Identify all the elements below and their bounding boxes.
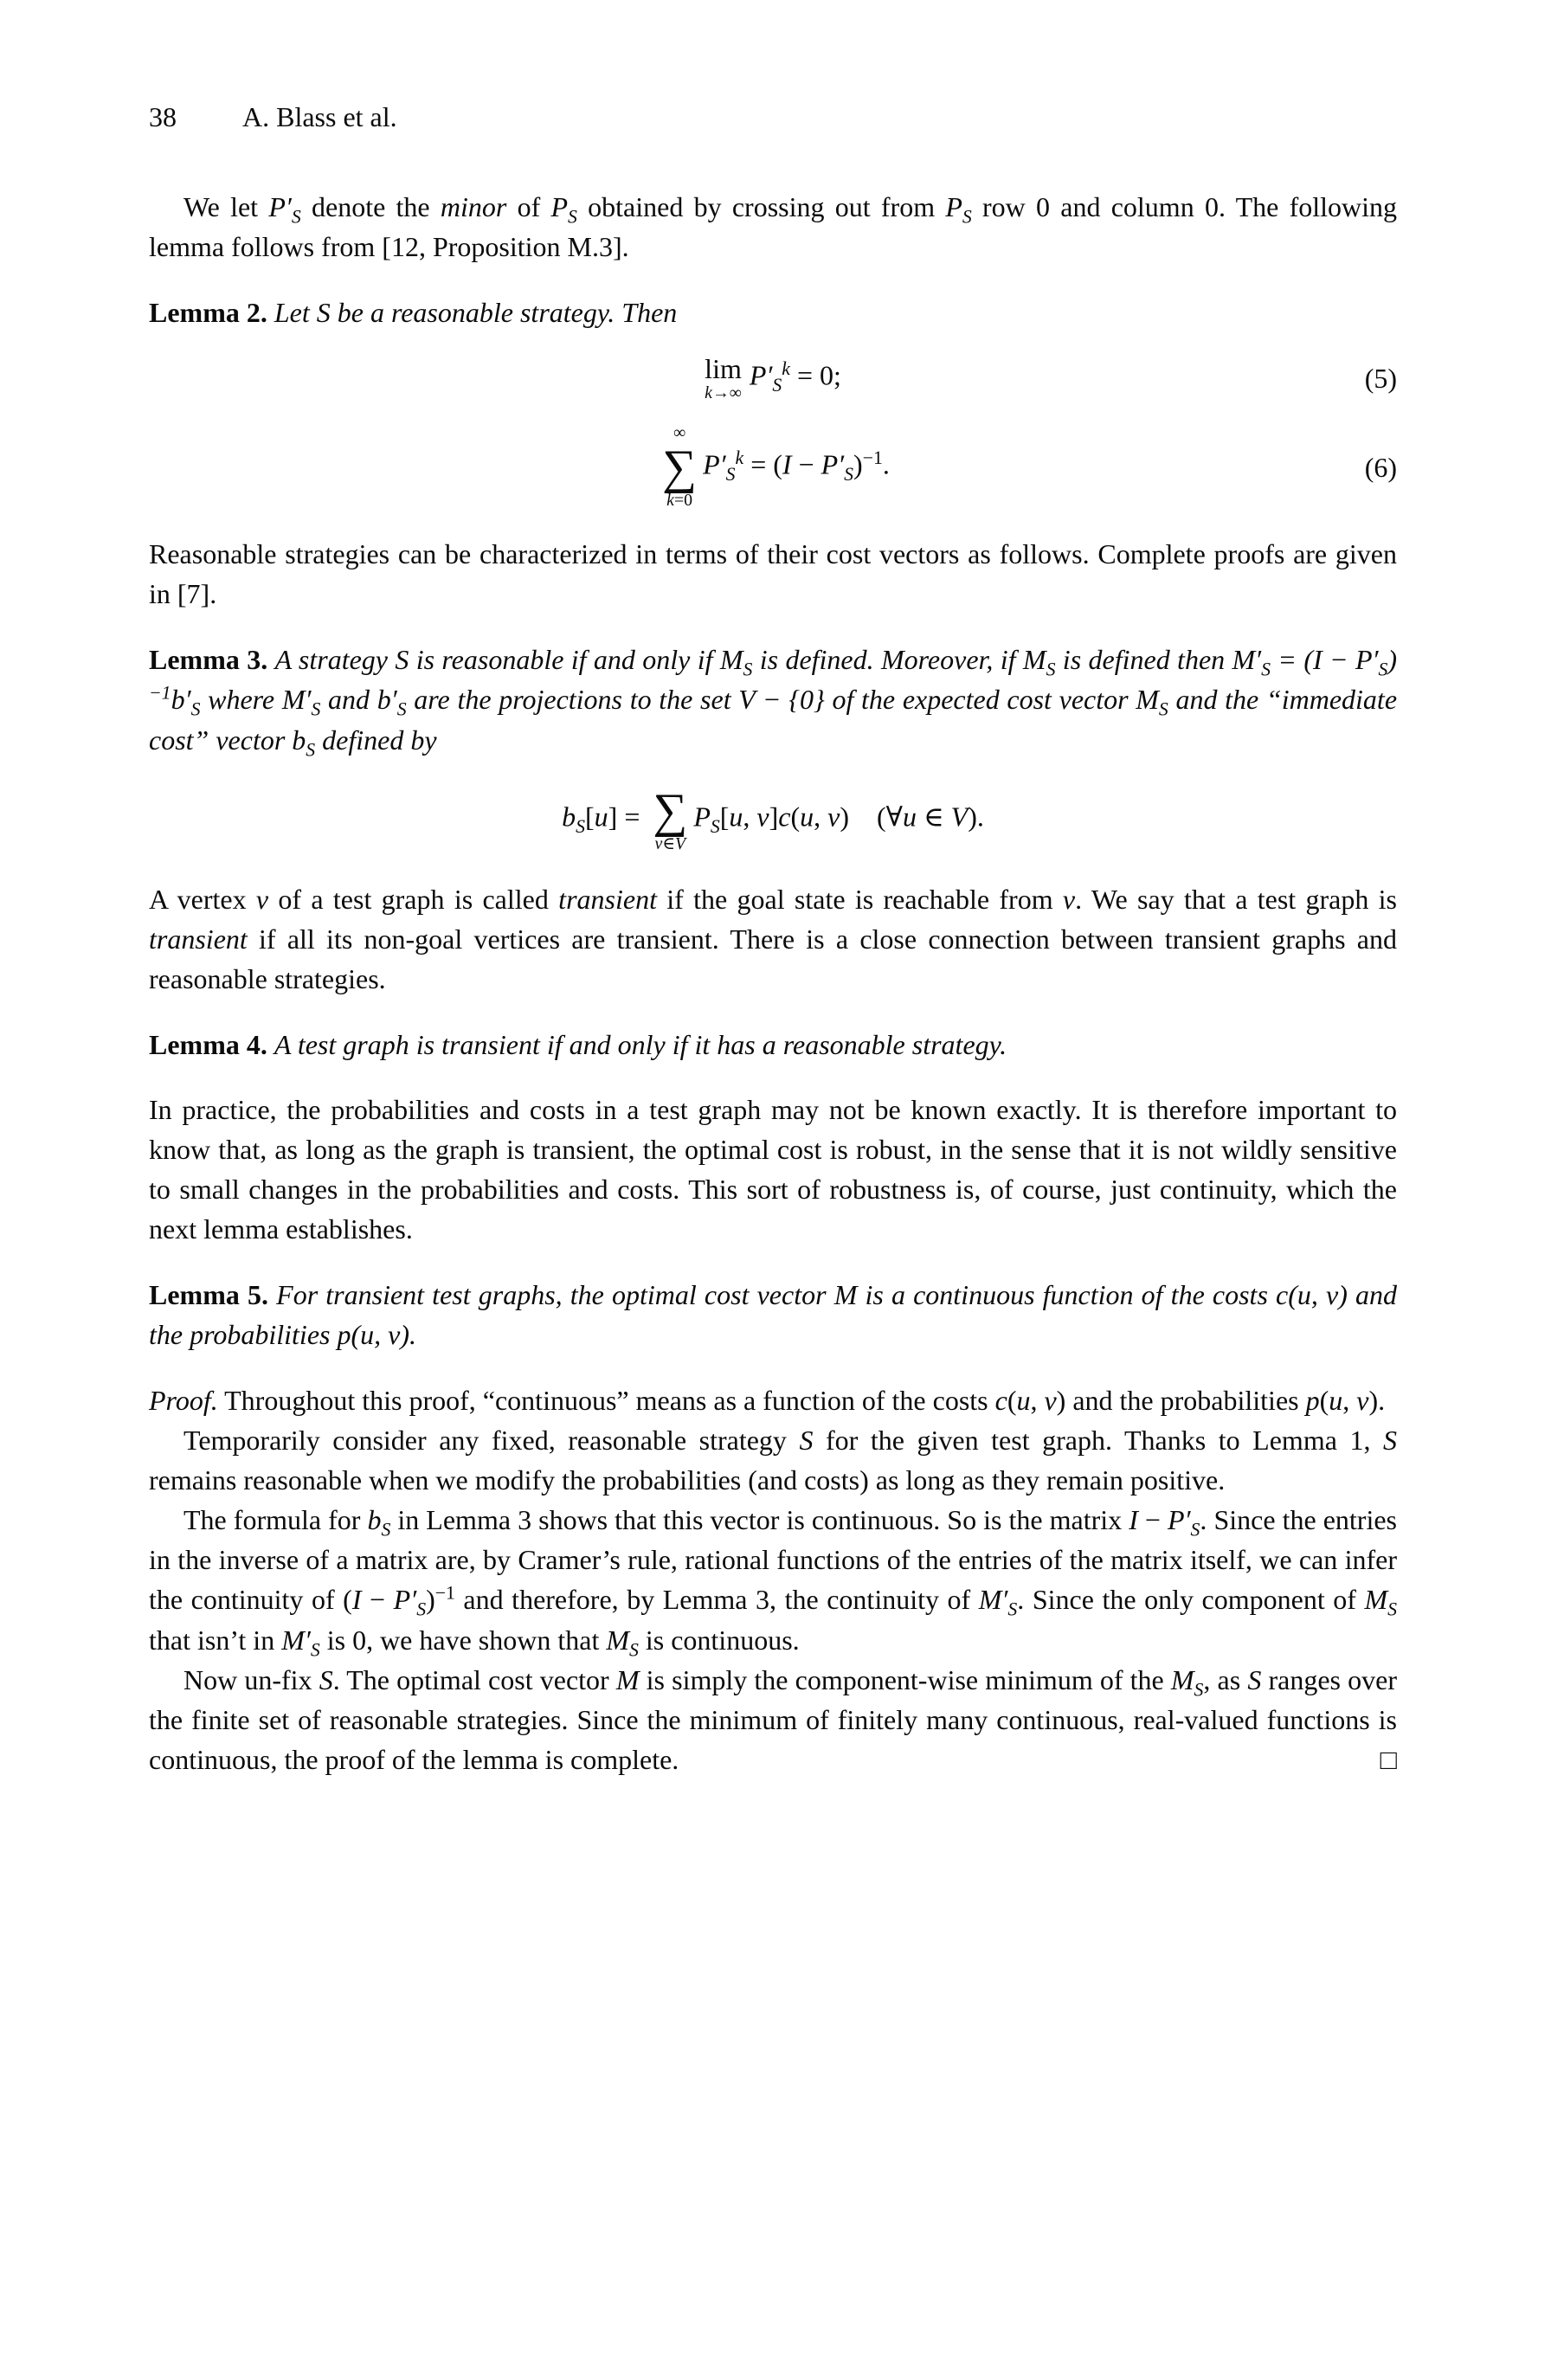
equation-5 xyxy=(149,355,1397,402)
lemma-3 xyxy=(149,640,1397,759)
lemma-2-text: Let S be a reasonable strategy. Then xyxy=(274,297,678,329)
running-title: A. Blass et al. xyxy=(242,101,397,132)
proof-paragraph-4: Now un-fix S. The optimal cost vector M is simply the component-wise minimum of the $M_S$, as S ranges over the finite set of reasonable strategies. Since the minimum of finitely many continuous, real-valued functions is continuous, the proof of the lemma is complete. □ xyxy=(149,1663,1398,1775)
lemma-2 xyxy=(149,293,1397,332)
equation-6-math: ∞ ∑ k=0 $P'_S^k = (I - P'_S)^{-1}$. xyxy=(662,422,890,511)
proof-paragraph-1: Proof. Throughout this proof, “continuous” means as a function of the costs c(u, v) and the probabilities p(u, v). xyxy=(149,1385,1386,1417)
lemma-2-label: Lemma 2. xyxy=(149,297,267,329)
equation-5-math: lim k→∞ $P'_S^k = 0$; xyxy=(705,353,841,402)
paragraph-practice: In practice, the probabilities and costs in a test graph may not be known exactly. It is therefore important to know that, as long as the graph is transient, the optimal cost is robust, in the sense that it is not wildly sensitive to small changes in the probabilities and costs. This sort of robustness is, of course, just continuity, which the next lemma establishes. xyxy=(149,1093,1397,1245)
lemma-3-text: A strategy S is reasonable if and only if $M_S$ is defined. Moreover, if $M_S$ is defined then $M'_S = (I - P'_S)^{-1}b'_S$ where $M'_S$ and $b'_S$ are the projections to the set V − {0} of the expected cost vector $M_S$ and the “immediate cost” vector $b_S$ defined by xyxy=(149,644,1398,760)
page-number: 38 xyxy=(149,101,177,132)
equation-6 xyxy=(149,422,1397,511)
lemma-4-label: Lemma 4. xyxy=(149,1029,267,1061)
lemma-4 xyxy=(149,1025,1397,1065)
equation-6-number: (6) xyxy=(1364,451,1397,483)
lemma-5-label: Lemma 5. xyxy=(149,1278,268,1310)
paragraph-vertex: A vertex v of a test graph is called transient if the goal state is reachable from v. We say that a test graph is transient if all its non-goal vertices are transient. There is a close connection between transient graphs and reasonable strategies. xyxy=(149,884,1398,995)
lemma-3-label: Lemma 3. xyxy=(149,644,268,676)
proof-paragraph-3: The formula for $b_S$ in Lemma 3 shows that this vector is continuous. So is the matrix $I - P'_S$. Since the entries in the inverse of a matrix are, by Cramer’s rule, rational functions of the entries of the matrix itself, we can infer the continuity of $(I - P'_S)^{-1}$ and therefore, by Lemma 3, the continuity of $M'_S$. Since the only component of $M_S$ that isn’t in $M'_S$ is 0, we have shown that $M_S$ is continuous. xyxy=(149,1504,1398,1660)
paragraph-intro: We let $P'_S$ denote the minor of $P_S$ obtained by crossing out from $P_S$ row 0 and column 0. The following lemma follows from [12, Proposition M.3]. xyxy=(149,191,1398,263)
lemma-4-text: A test graph is transient if and only if it has a reasonable strategy. xyxy=(274,1029,1007,1061)
lemma-5-text: For transient test graphs, the optimal cost vector M is a continuous function of the costs c(u, v) and the probabilities p(u, v). xyxy=(149,1278,1398,1350)
proof-paragraph-2: Temporarily consider any fixed, reasonable strategy S for the given test graph. Thanks to Lemma 1, S remains reasonable when we modify the probabilities (and costs) as long as they remain positive. xyxy=(149,1425,1398,1496)
paragraph-reasonable: Reasonable strategies can be characterized in terms of their cost vectors as follows. Complete proofs are given in [7]. xyxy=(149,538,1397,610)
equation-bs: $b_S[u]$ = ∑ v∈V $P_S[u$, v]c(u, v) (∀u ∈ V). xyxy=(562,783,984,854)
equation-5-number: (5) xyxy=(1364,363,1397,395)
lemma-5 xyxy=(149,1275,1397,1354)
running-head xyxy=(149,97,1397,137)
